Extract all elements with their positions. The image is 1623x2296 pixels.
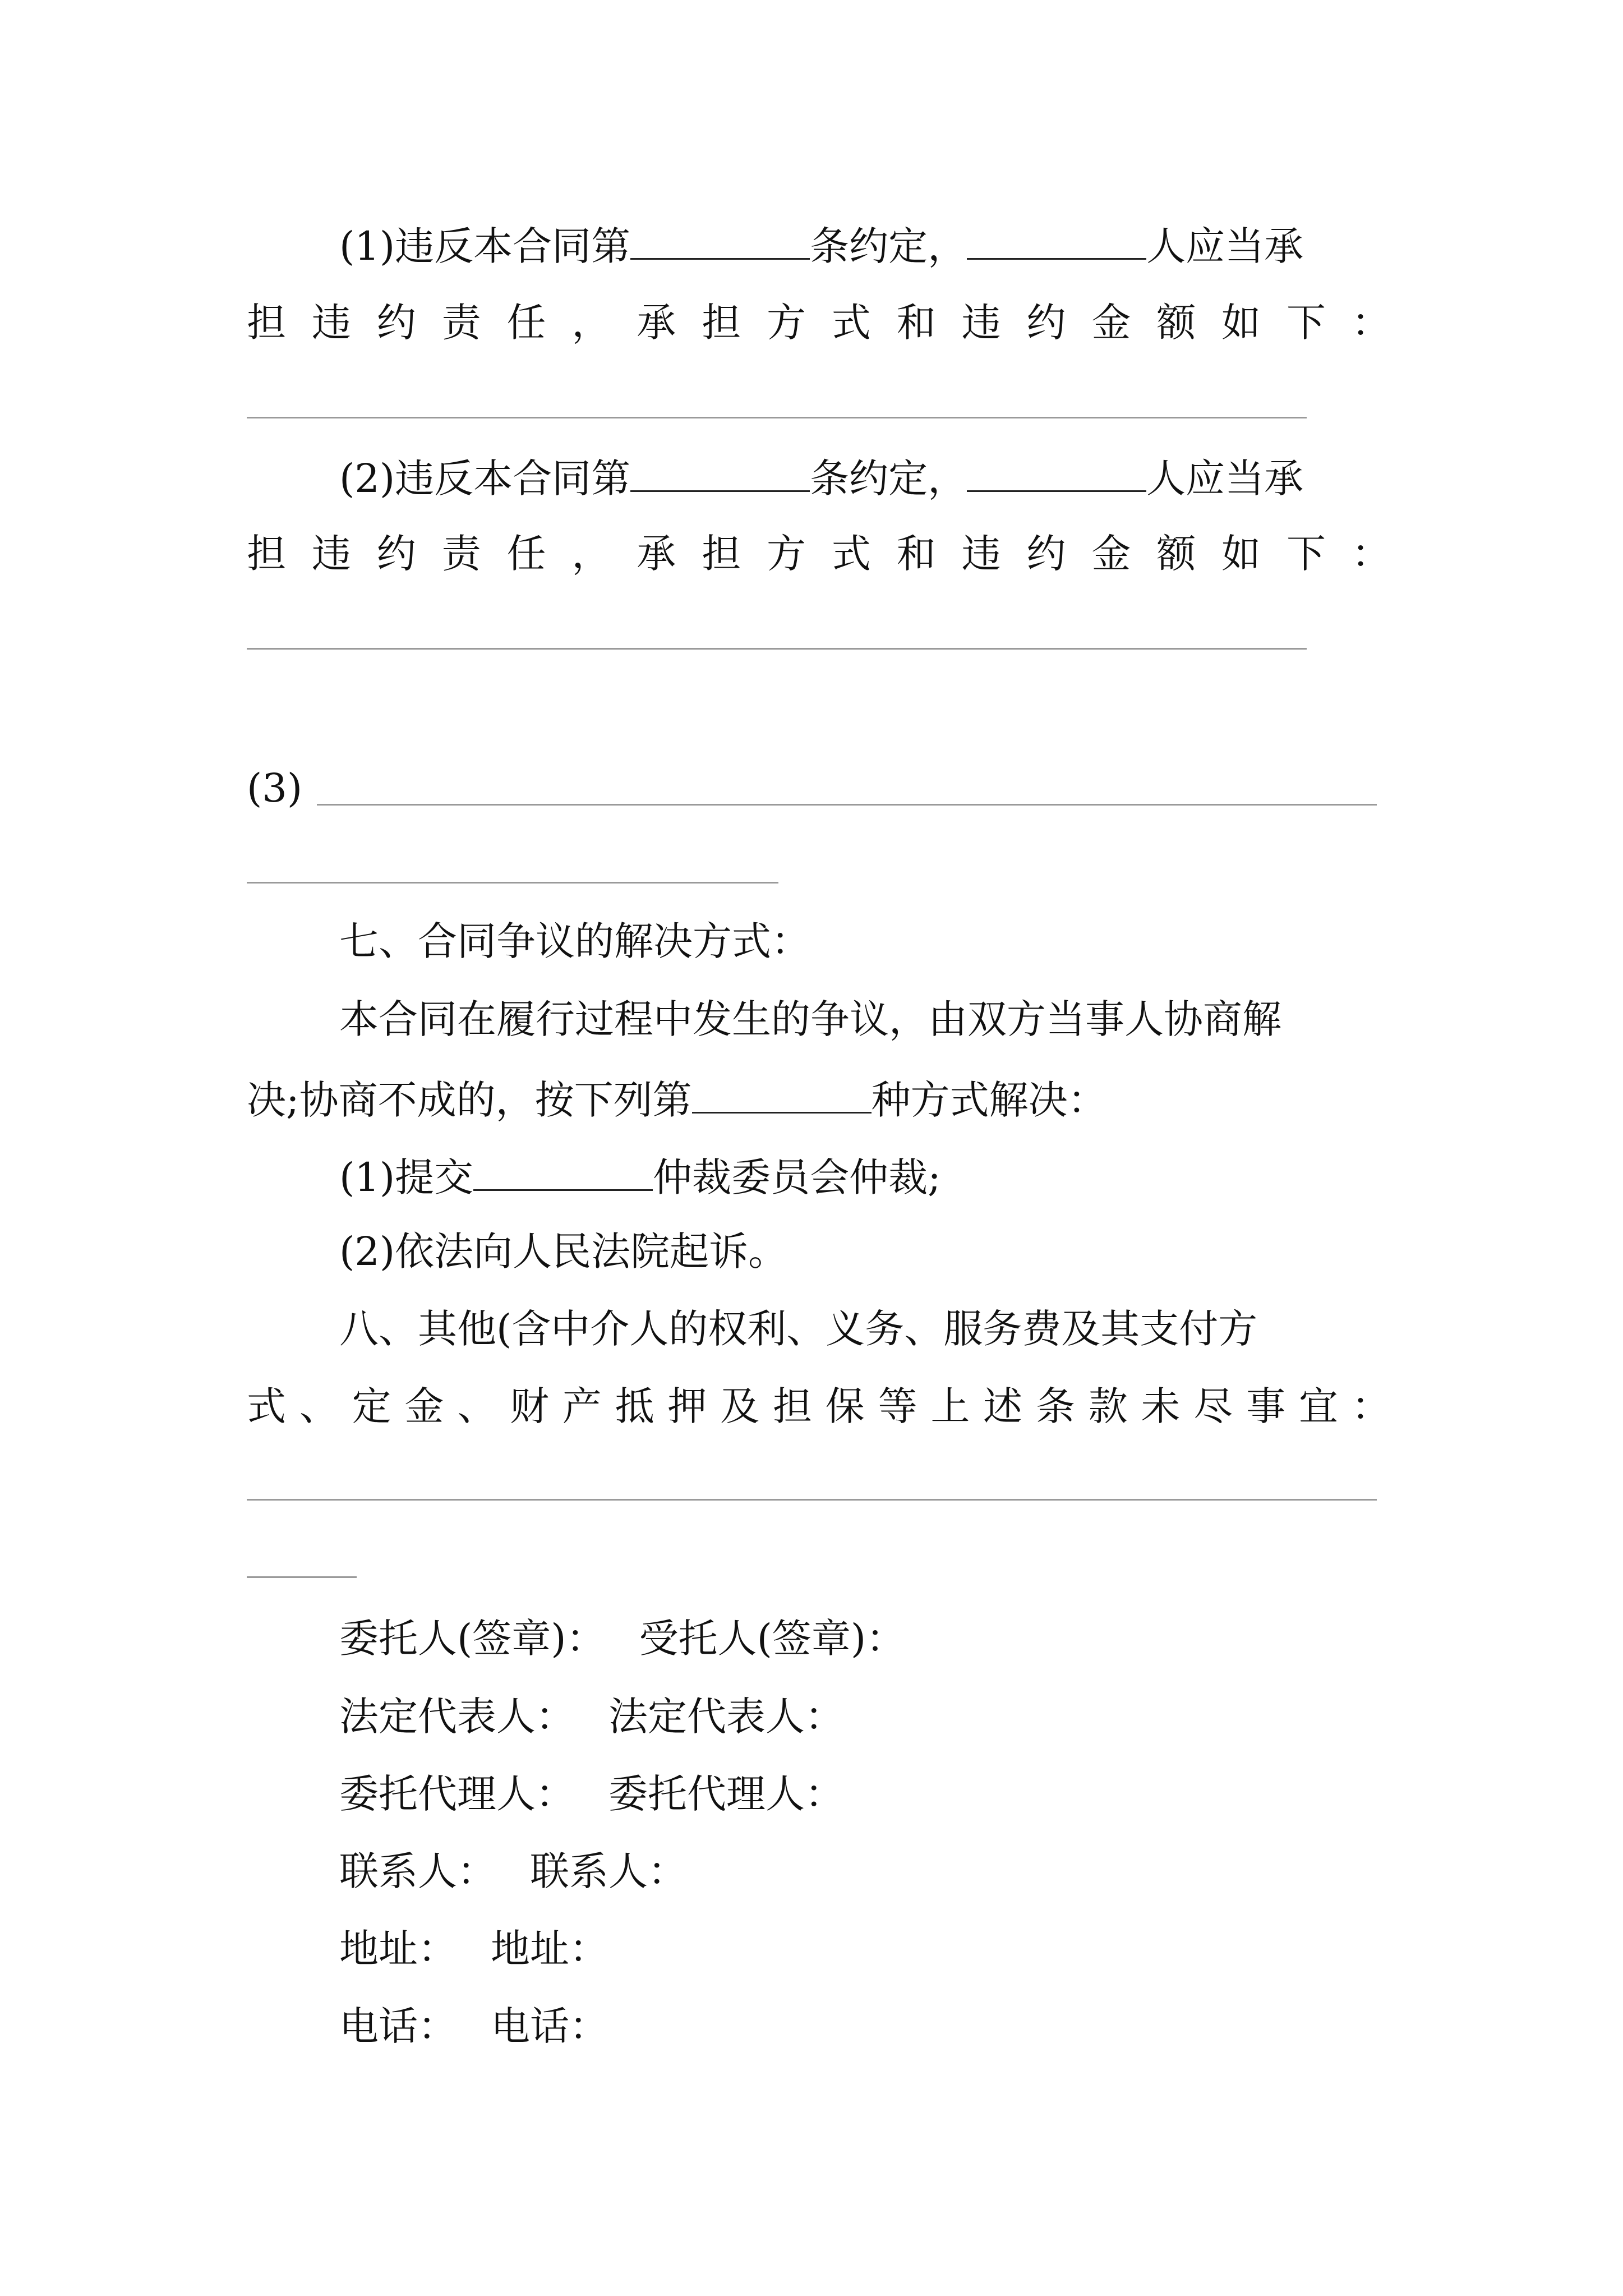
- justified-char: 担: [247, 300, 286, 346]
- justified-char: 责: [441, 531, 481, 577]
- clause-2-line-2: [247, 531, 1391, 577]
- justified-char: 式: [247, 1383, 286, 1429]
- justified-char: ，: [571, 531, 611, 577]
- article-number-blank: [630, 455, 810, 492]
- fill-in-line: [247, 1499, 1377, 1501]
- fill-in-line: [317, 804, 1377, 806]
- justified-char: 责: [441, 300, 481, 346]
- justified-char: 约: [1026, 531, 1066, 577]
- signature-left-label: 联系人：: [339, 1848, 496, 1894]
- party-blank: [967, 455, 1146, 492]
- justified-char: 方: [767, 300, 806, 346]
- signature-left-label: 电话：: [339, 2003, 457, 2049]
- section-7-para-line-2-prefix: 决;协商不成的，按下列第: [247, 1077, 692, 1123]
- clause-2-mid: 条约定，: [810, 455, 967, 501]
- justified-char: 担: [247, 531, 286, 577]
- clause-1-prefix: (1)违反本合同第: [339, 223, 631, 269]
- signature-row: [339, 1616, 1391, 1662]
- justified-char: 承: [637, 300, 676, 346]
- clause-3-prefix: (3): [247, 765, 303, 811]
- option-1-prefix: (1)提交: [339, 1154, 474, 1200]
- section-8-line-1: 八、其他(含中介人的权利、义务、服务费及其支付方: [339, 1306, 1258, 1352]
- justified-char: 等: [878, 1383, 917, 1429]
- section-7-option-1: [339, 1154, 1391, 1200]
- justified-char: 任: [506, 300, 546, 346]
- signature-row: [339, 1771, 1391, 1817]
- justified-char: ：: [1351, 1383, 1391, 1429]
- justified-char: 方: [767, 531, 806, 577]
- justified-char: 任: [506, 531, 546, 577]
- justified-char: 担: [772, 1383, 812, 1429]
- signature-row: [339, 1848, 1391, 1894]
- signature-right-label: 地址：: [491, 1926, 608, 1972]
- signature-left-label: 法定代表人：: [339, 1694, 575, 1740]
- justified-char: 额: [1156, 531, 1196, 577]
- justified-char: ：: [1351, 300, 1391, 346]
- justified-char: 金: [404, 1383, 444, 1429]
- section-7-para-line-2-suffix: 种方式解决：: [871, 1077, 1107, 1123]
- justified-char: 违: [961, 300, 1001, 346]
- signature-right-label: 联系人：: [530, 1848, 687, 1894]
- clause-3-line: [247, 765, 1391, 811]
- justified-char: ，: [571, 300, 611, 346]
- article-number-blank: [630, 223, 810, 260]
- justified-char: 及: [720, 1383, 760, 1429]
- justified-char: 产: [562, 1383, 602, 1429]
- clause-2-prefix: (2)违反本合同第: [339, 455, 631, 501]
- justified-char: 述: [983, 1383, 1023, 1429]
- option-1-suffix: 仲裁委员会仲裁;: [653, 1154, 941, 1200]
- justified-char: 和: [896, 531, 936, 577]
- signature-right-label: 受托人(签章)：: [639, 1616, 906, 1662]
- justified-char: 尽: [1193, 1383, 1233, 1429]
- justified-char: 如: [1221, 300, 1261, 346]
- justified-char: 条: [1035, 1383, 1075, 1429]
- justified-char: 违: [311, 300, 351, 346]
- fill-in-line: [247, 882, 778, 884]
- justified-char: 财: [509, 1383, 549, 1429]
- justified-char: 违: [311, 531, 351, 577]
- section-7-title: 七、合同争议的解决方式：: [339, 918, 810, 964]
- justified-char: 约: [376, 300, 416, 346]
- justified-char: 下: [1287, 531, 1326, 577]
- justified-char: ：: [1351, 531, 1391, 577]
- justified-char: 违: [961, 531, 1001, 577]
- justified-char: 宜: [1298, 1383, 1338, 1429]
- section-7-option-2: (2)依法向人民法院起诉。: [339, 1228, 788, 1274]
- justified-char: 抵: [615, 1383, 654, 1429]
- justified-char: 下: [1287, 300, 1326, 346]
- clause-1-suffix: 人应当承: [1146, 223, 1304, 269]
- justified-char: 押: [667, 1383, 707, 1429]
- justified-char: 承: [637, 531, 676, 577]
- signature-row: [339, 1926, 1391, 1972]
- signature-left-label: 委托人(签章)：: [339, 1616, 606, 1662]
- signature-right-label: 委托代理人：: [608, 1771, 844, 1817]
- justified-char: 如: [1221, 531, 1261, 577]
- signature-row: [339, 1694, 1391, 1740]
- clause-2-line-1: [339, 455, 1391, 501]
- clause-1-mid: 条约定，: [810, 223, 967, 269]
- option-number-blank: [692, 1077, 872, 1114]
- signature-left-label: 地址：: [339, 1926, 457, 1972]
- clause-1-line-2: [247, 300, 1391, 346]
- justified-char: 定: [352, 1383, 391, 1429]
- justified-char: 、: [299, 1383, 339, 1429]
- party-blank: [967, 223, 1146, 260]
- clause-1-line-1: [339, 223, 1391, 269]
- justified-char: 上: [930, 1383, 970, 1429]
- justified-char: 式: [831, 531, 871, 577]
- justified-char: 式: [831, 300, 871, 346]
- section-7-para-line-1: 本合同在履行过程中发生的争议，由双方当事人协商解: [339, 996, 1281, 1042]
- justified-char: 额: [1156, 300, 1196, 346]
- arbitration-blank: [473, 1154, 653, 1191]
- justified-char: 担: [702, 531, 741, 577]
- justified-char: 、: [457, 1383, 497, 1429]
- justified-char: 未: [1141, 1383, 1181, 1429]
- section-8-line-2: [247, 1383, 1391, 1429]
- justified-char: 金: [1091, 531, 1131, 577]
- clause-2-suffix: 人应当承: [1146, 455, 1304, 501]
- justified-char: 和: [896, 300, 936, 346]
- justified-char: 金: [1091, 300, 1131, 346]
- fill-in-line: [247, 417, 1307, 418]
- signature-right-label: 法定代表人：: [608, 1694, 844, 1740]
- justified-char: 约: [376, 531, 416, 577]
- justified-char: 担: [702, 300, 741, 346]
- justified-char: 款: [1088, 1383, 1128, 1429]
- justified-char: 约: [1026, 300, 1066, 346]
- section-7-para-line-2: [247, 1077, 1391, 1123]
- signature-row: [339, 2003, 1391, 2049]
- signature-left-label: 委托代理人：: [339, 1771, 575, 1817]
- fill-in-line: [247, 1576, 357, 1578]
- signature-right-label: 电话：: [491, 2003, 608, 2049]
- justified-char: 事: [1246, 1383, 1286, 1429]
- fill-in-line: [247, 648, 1307, 650]
- justified-char: 保: [825, 1383, 865, 1429]
